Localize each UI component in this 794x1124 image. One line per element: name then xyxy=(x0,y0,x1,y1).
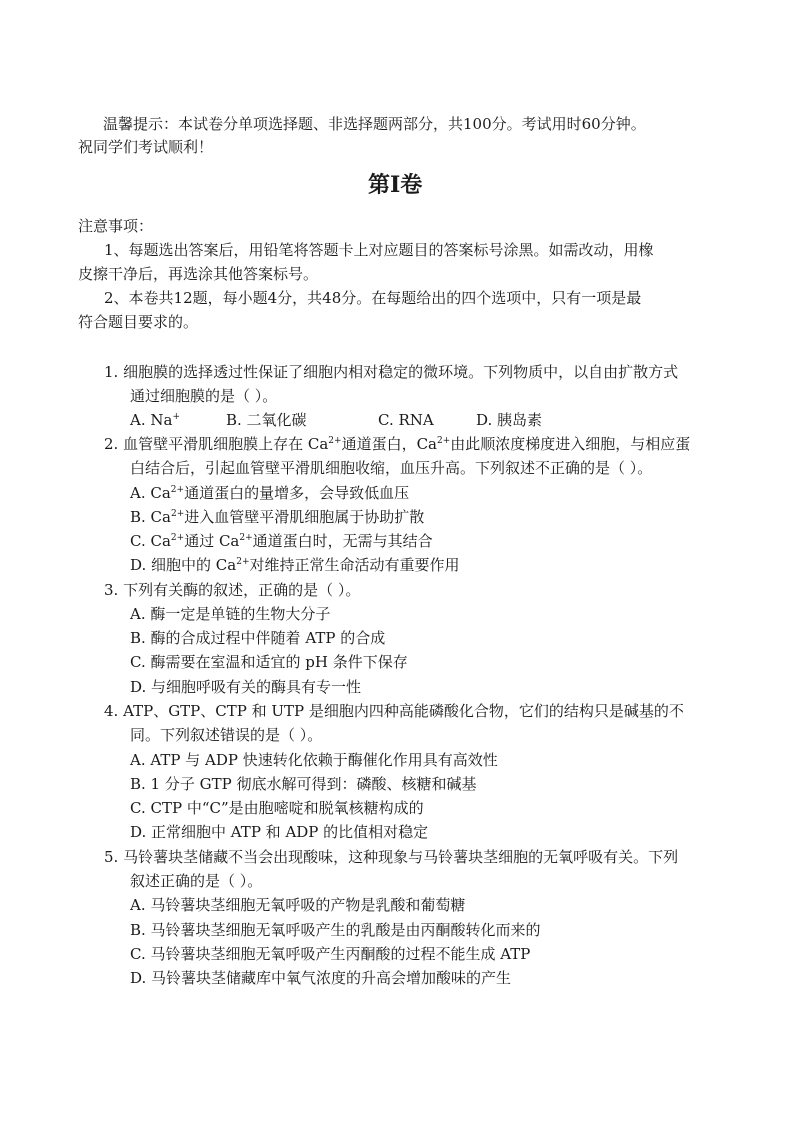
question-5-option-b: B. 马铃薯块茎细胞无氧呼吸产生的乳酸是由丙酮酸转化而来的 xyxy=(130,921,541,939)
notice-line-2: 祝同学们考试顺利！ xyxy=(78,138,214,156)
question-3-option-b: B. 酶的合成过程中伴随着 ATP 的合成 xyxy=(130,629,386,647)
instruction-2-line-2: 符合题目要求的。 xyxy=(78,313,199,331)
question-1-stem-line-1: 1. 细胞膜的选择透过性保证了细胞内相对稳定的微环境。下列物质中，以自由扩散方式 xyxy=(104,363,679,381)
instructions-heading: 注意事项： xyxy=(78,217,154,235)
question-3-option-c: C. 酶需要在室温和适宜的 pH 条件下保存 xyxy=(130,653,408,671)
question-3-stem-line-1: 3. 下列有关酶的叙述，正确的是（ ）。 xyxy=(104,581,361,599)
question-5-option-a: A. 马铃薯块茎细胞无氧呼吸的产物是乳酸和葡萄糖 xyxy=(130,896,466,914)
question-1-stem-line-2: 通过细胞膜的是（ ）。 xyxy=(130,387,278,405)
instruction-1-line-1: 1、每题选出答案后，用铅笔将答题卡上对应题目的答案标号涂黑。如需改动，用橡 xyxy=(104,241,654,259)
question-4-stem-line-1: 4. ATP、GTP、CTP 和 UTP 是细胞内四种高能磷酸化合物，它们的结构只是碱基的不 xyxy=(104,702,684,720)
question-3-option-a: A. 酶一定是单链的生物大分子 xyxy=(130,605,331,623)
question-4-option-a: A. ATP 与 ADP 快速转化依赖于酶催化作用具有高效性 xyxy=(130,751,498,769)
section-title: 第Ⅰ卷 xyxy=(368,172,423,198)
question-1-option-c: C. RNA xyxy=(378,411,434,429)
question-2-option-b: B. $Ca^{2+}$进入血管壁平滑肌细胞属于协助扩散 xyxy=(130,508,425,526)
question-4-option-d: D. 正常细胞中 ATP 和 ADP 的比值相对稳定 xyxy=(130,823,429,841)
question-2-stem-line-2: 白结合后，引起血管壁平滑肌细胞收缩，血压升高。下列叙述不正确的是（ ）。 xyxy=(130,459,653,477)
question-1-option-b: B. 二氧化碳 xyxy=(226,411,307,429)
question-1-options xyxy=(130,410,543,430)
question-1-option-a: A. Na+ xyxy=(130,411,180,429)
question-5-option-d: D. 马铃薯块茎储藏库中氧气浓度的升高会增加酸味的产生 xyxy=(130,969,512,987)
question-4-option-b: B. 1 分子 GTP 彻底水解可得到：磷酸、核糖和碱基 xyxy=(130,775,477,793)
question-4-option-c: C. CTP 中“C”是由胞嘧啶和脱氧核糖构成的 xyxy=(130,799,424,817)
question-5-stem-line-2: 叙述正确的是（ ）。 xyxy=(130,872,263,890)
question-3-option-d: D. 与细胞呼吸有关的酶具有专一性 xyxy=(130,678,362,696)
instruction-2-line-1: 2、本卷共12题，每小题4分，共48分。在每题给出的四个选项中，只有一项是最 xyxy=(104,289,642,307)
question-2-option-d: D. 细胞中的 $Ca^{2+}$对维持正常生命活动有重要作用 xyxy=(130,556,460,574)
question-2-option-c: C. $Ca^{2+}$通过 $Ca^{2+}$通道蛋白时，无需与其结合 xyxy=(130,532,433,550)
question-5-stem-line-1: 5. 马铃薯块茎储藏不当会出现酸味，这种现象与马铃薯块茎细胞的无氧呼吸有关。下列 xyxy=(104,848,679,866)
question-2-option-a: A. $Ca^{2+}$通道蛋白的量增多，会导致低血压 xyxy=(130,484,410,502)
question-2-stem-line-1: 2. 血管壁平滑肌细胞膜上存在 $Ca^{2+}$通道蛋白，$Ca^{2+}$由此顺浓度梯度进入细胞，与相应蛋 xyxy=(104,435,691,453)
notice-line-1: 温馨提示：本试卷分单项选择题、非选择题两部分，共100分。考试用时60分钟。 xyxy=(103,115,646,133)
question-5-option-c: C. 马铃薯块茎细胞无氧呼吸产生丙酮酸的过程不能生成 ATP xyxy=(130,945,531,963)
instruction-1-line-2: 皮擦干净后，再选涂其他答案标号。 xyxy=(78,265,319,283)
question-4-stem-line-2: 同。下列叙述错误的是（ ）。 xyxy=(130,726,323,744)
question-1-option-d: D. 胰岛素 xyxy=(476,411,543,429)
